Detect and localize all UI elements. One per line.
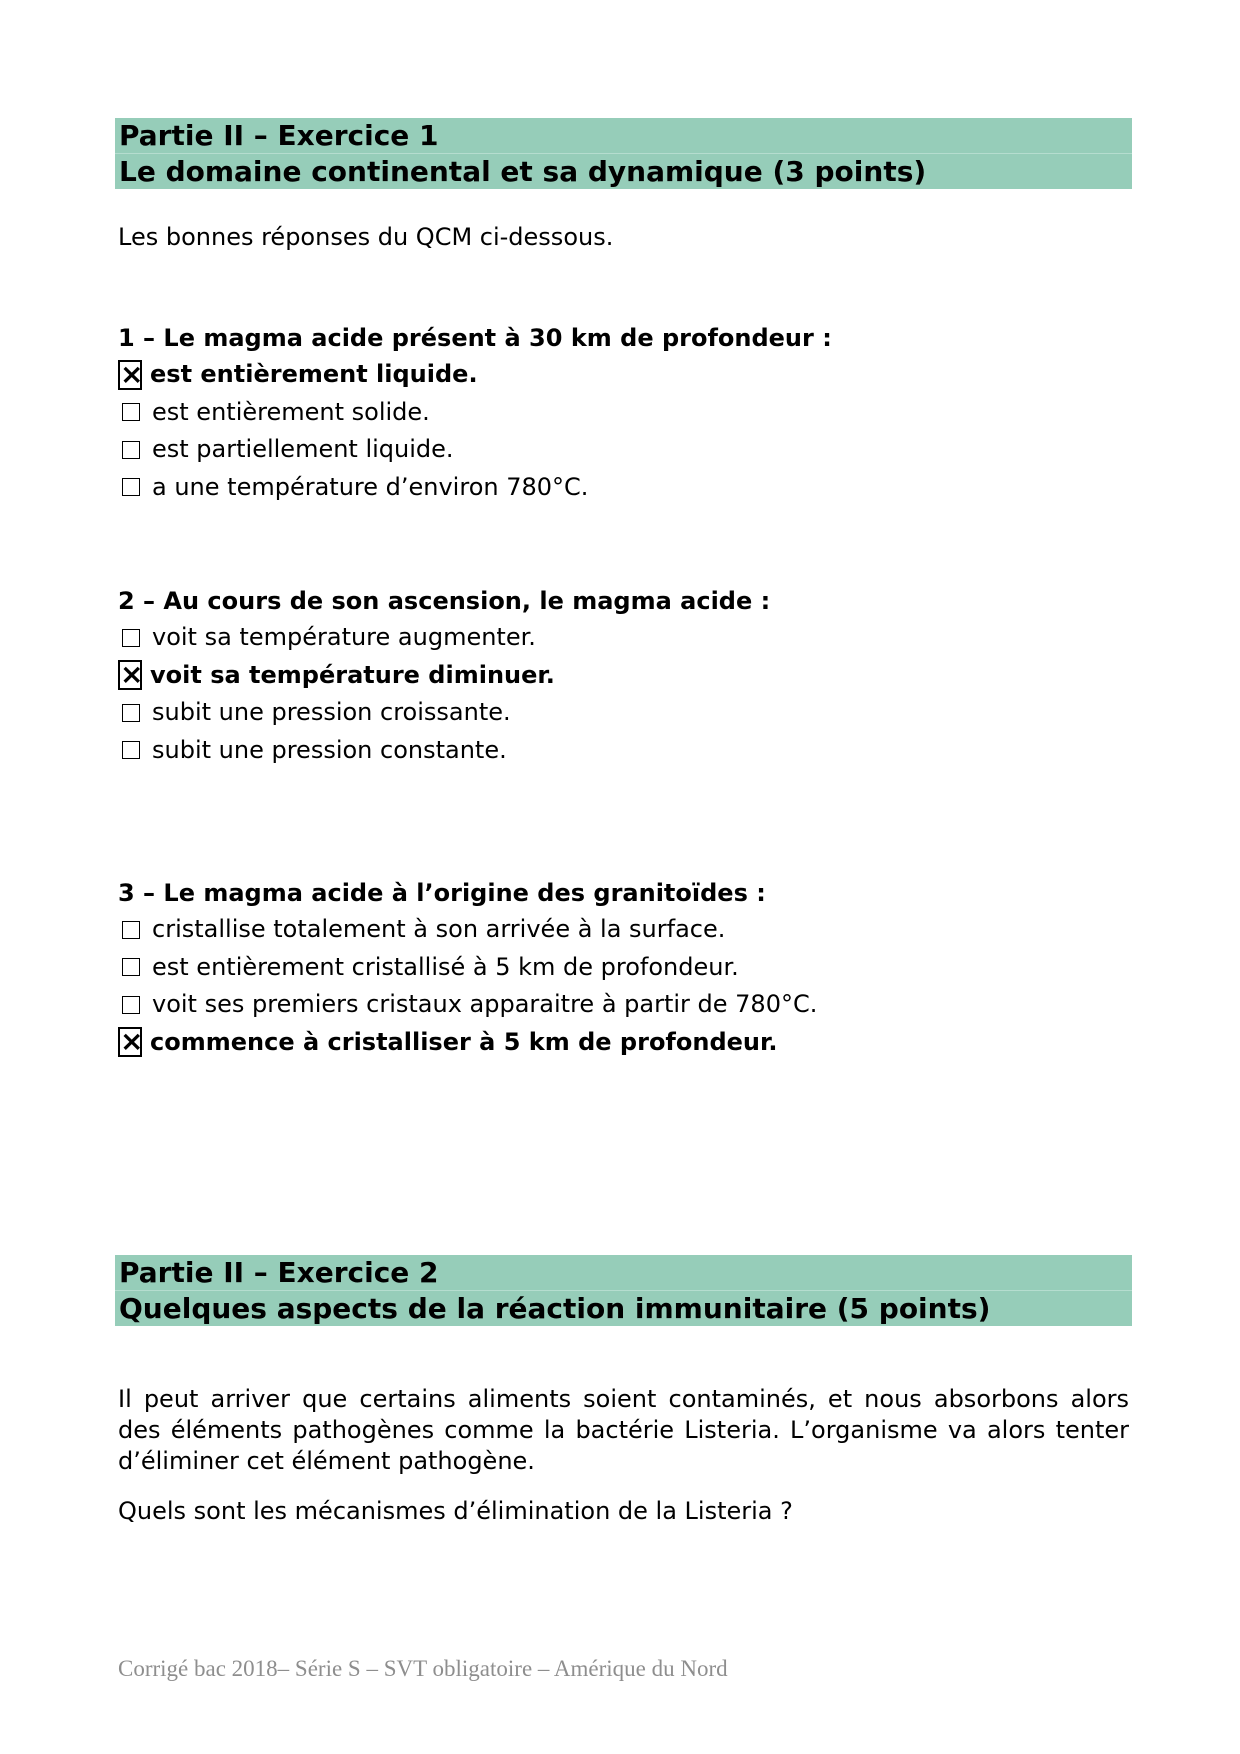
answer-text: a une température d’environ 780°C. xyxy=(152,472,589,501)
empty-checkbox-icon[interactable] xyxy=(122,478,140,496)
exercise2-heading xyxy=(115,1255,1132,1326)
answer-option[interactable] xyxy=(118,356,1128,394)
answer-option[interactable] xyxy=(118,394,1128,432)
answer-option[interactable] xyxy=(118,469,1128,507)
answer-option[interactable] xyxy=(118,694,1128,732)
question-1-title: 1 – Le magma acide présent à 30 km de profondeur : xyxy=(118,324,832,352)
answer-text: subit une pression constante. xyxy=(152,735,507,764)
checked-box-icon[interactable] xyxy=(118,660,142,690)
empty-checkbox-icon[interactable] xyxy=(122,403,140,421)
answer-text: voit sa température augmenter. xyxy=(152,623,536,651)
answer-option[interactable] xyxy=(118,1024,1128,1062)
page-footer: Corrigé bac 2018– Série S – SVT obligatoire – Amérique du Nord xyxy=(118,1656,728,1681)
checked-box-icon[interactable] xyxy=(118,360,142,390)
answer-text: est partiellement liquide. xyxy=(152,435,454,463)
empty-checkbox-icon[interactable] xyxy=(122,704,140,722)
question-3-title: 3 – Le magma acide à l’origine des granitoïdes : xyxy=(118,879,766,907)
question-2 xyxy=(118,583,1128,769)
answer-option[interactable] xyxy=(118,431,1128,469)
question-3 xyxy=(118,875,1128,1061)
answer-option[interactable] xyxy=(118,619,1128,657)
qcm-intro: Les bonnes réponses du QCM ci-dessous. xyxy=(118,223,614,251)
checked-box-icon[interactable] xyxy=(118,1027,142,1057)
empty-checkbox-icon[interactable] xyxy=(122,441,140,459)
answer-text: est entièrement solide. xyxy=(152,397,430,426)
question-2-title: 2 – Au cours de son ascension, le magma acide : xyxy=(118,587,771,615)
exercise2-paragraph: Il peut arriver que certains aliments soient contaminés, et nous absorbons alors des éléments pathogènes comme la bactérie Listeria. L’organisme va alors tenter d’éliminer cet élément pathogène. xyxy=(118,1385,1129,1475)
empty-checkbox-icon[interactable] xyxy=(122,629,140,647)
answer-option[interactable] xyxy=(118,911,1128,949)
answer-text: subit une pression croissante. xyxy=(152,698,511,726)
answer-text: est entièrement cristallisé à 5 km de profondeur. xyxy=(152,952,739,981)
empty-checkbox-icon[interactable] xyxy=(122,996,140,1014)
exercise2-subtitle: Quelques aspects de la réaction immunitaire (5 points) xyxy=(119,1292,991,1325)
exercise2-title: Partie II – Exercice 2 xyxy=(115,1255,1132,1291)
answer-option[interactable] xyxy=(118,949,1128,987)
answer-text: cristallise totalement à son arrivée à la surface. xyxy=(152,915,726,943)
exercise1-subtitle: Le domaine continental et sa dynamique (3 points) xyxy=(119,155,927,188)
empty-checkbox-icon[interactable] xyxy=(122,741,140,759)
exercise2-question: Quels sont les mécanismes d’élimination de la Listeria ? xyxy=(118,1497,793,1525)
answer-option[interactable] xyxy=(118,657,1128,695)
answer-text: commence à cristalliser à 5 km de profondeur. xyxy=(150,1027,778,1056)
question-1 xyxy=(118,320,1128,506)
answer-text: voit ses premiers cristaux apparaitre à partir de 780°C. xyxy=(152,990,818,1018)
exercise1-title: Partie II – Exercice 1 xyxy=(115,118,1132,154)
empty-checkbox-icon[interactable] xyxy=(122,958,140,976)
answer-option[interactable] xyxy=(118,732,1128,770)
answer-option[interactable] xyxy=(118,986,1128,1024)
exercise1-heading xyxy=(115,118,1132,189)
answer-text: voit sa température diminuer. xyxy=(150,660,555,689)
empty-checkbox-icon[interactable] xyxy=(122,921,140,939)
answer-text: est entièrement liquide. xyxy=(150,360,478,388)
